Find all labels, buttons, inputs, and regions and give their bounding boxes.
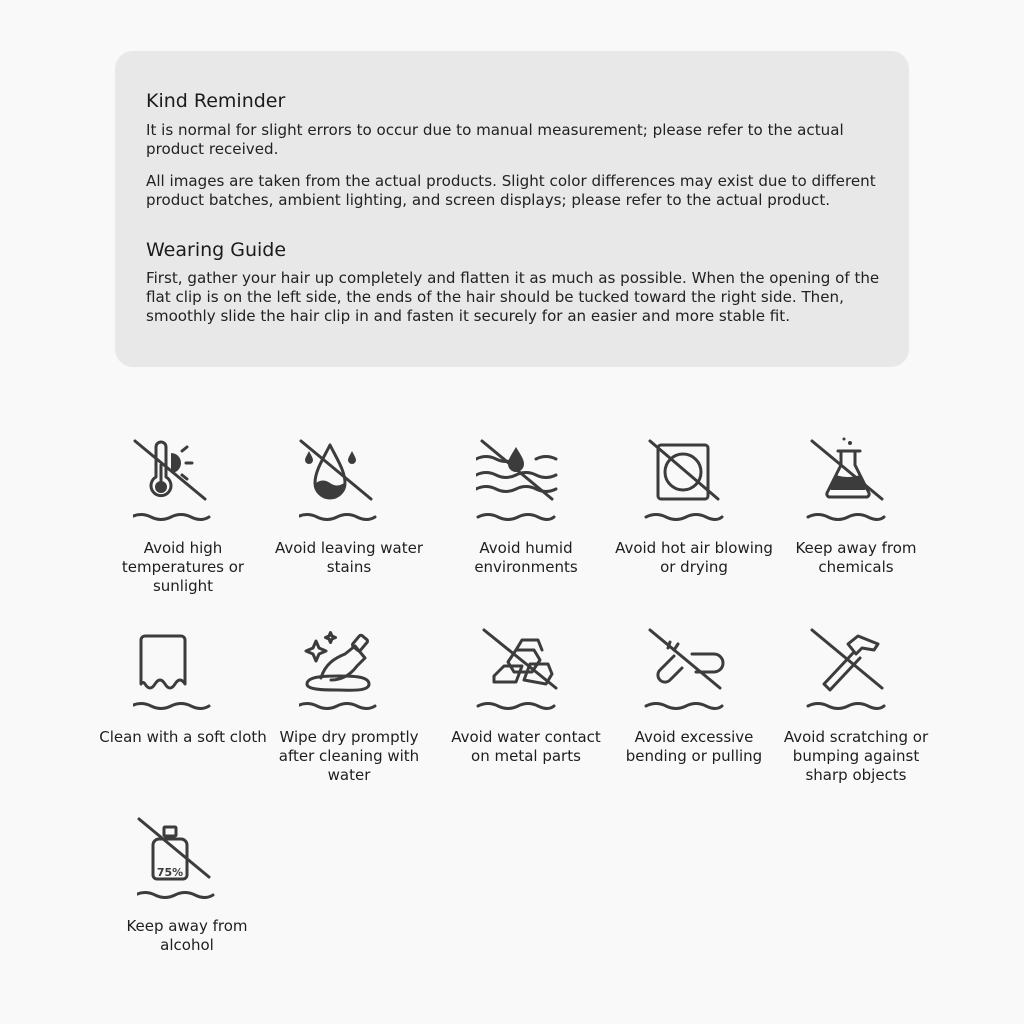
care-item-label: Avoid high temperatures or sunlight <box>121 539 245 595</box>
no-hot-air-dry-icon <box>644 437 744 529</box>
care-item-label: Avoid hot air blowing or drying <box>615 539 773 576</box>
care-item <box>98 437 268 596</box>
care-item-label: Keep away from alcohol <box>126 917 248 954</box>
notice-panel <box>115 51 909 367</box>
wipe-dry-icon <box>299 626 399 718</box>
alcohol-percent-text: 75% <box>156 866 184 879</box>
care-item <box>264 626 434 785</box>
care-item-label: Avoid humid environments <box>474 539 578 576</box>
care-item-label: Keep away from chemicals <box>795 539 917 576</box>
care-item-label: Avoid water contact on metal parts <box>451 728 601 765</box>
care-item <box>102 815 272 955</box>
no-water-drop-icon <box>299 437 399 529</box>
reminder-paragraph: It is normal for slight errors to occur due to manual measurement; please refer to the actual product received. <box>146 121 844 158</box>
no-metal-water-icon <box>476 626 576 718</box>
no-bending-icon <box>644 626 744 718</box>
care-item-label: Avoid scratching or bumping against sharp objects <box>783 728 929 784</box>
care-item <box>609 437 779 577</box>
care-item <box>771 626 941 785</box>
care-item-label: Avoid leaving water stains <box>274 539 424 576</box>
no-humidity-icon <box>476 437 576 529</box>
care-item <box>98 626 268 747</box>
reminder-title: Kind Reminder <box>146 90 286 112</box>
wearing-guide-title: Wearing Guide <box>146 239 287 261</box>
care-item <box>264 437 434 577</box>
wearing-guide-paragraph: First, gather your hair up completely and flatten it as much as possible. When the opening of the flat clip is on the left side, the ends of the hair should be tucked toward the right side. Then, smoothly slide the hair clip in and fasten it securely for an easier and more stable fit. <box>146 269 880 325</box>
care-item-label: Avoid excessive bending or pulling <box>625 728 763 765</box>
soft-cloth-icon <box>133 626 233 718</box>
no-sharp-objects-icon <box>806 626 906 718</box>
no-heat-sun-icon <box>133 437 233 529</box>
care-item-label: Wipe dry promptly after cleaning with water <box>278 728 420 784</box>
care-item-label: Clean with a soft cloth <box>99 728 267 746</box>
no-chemicals-icon <box>806 437 906 529</box>
care-item <box>771 437 941 577</box>
care-item <box>441 626 611 766</box>
reminder-paragraph: All images are taken from the actual products. Slight color differences may exist due to different product batches, ambient lighting, and screen displays; please refer to the actual product. <box>146 172 876 209</box>
no-alcohol-icon <box>137 815 237 907</box>
care-item <box>441 437 611 577</box>
care-item <box>609 626 779 766</box>
